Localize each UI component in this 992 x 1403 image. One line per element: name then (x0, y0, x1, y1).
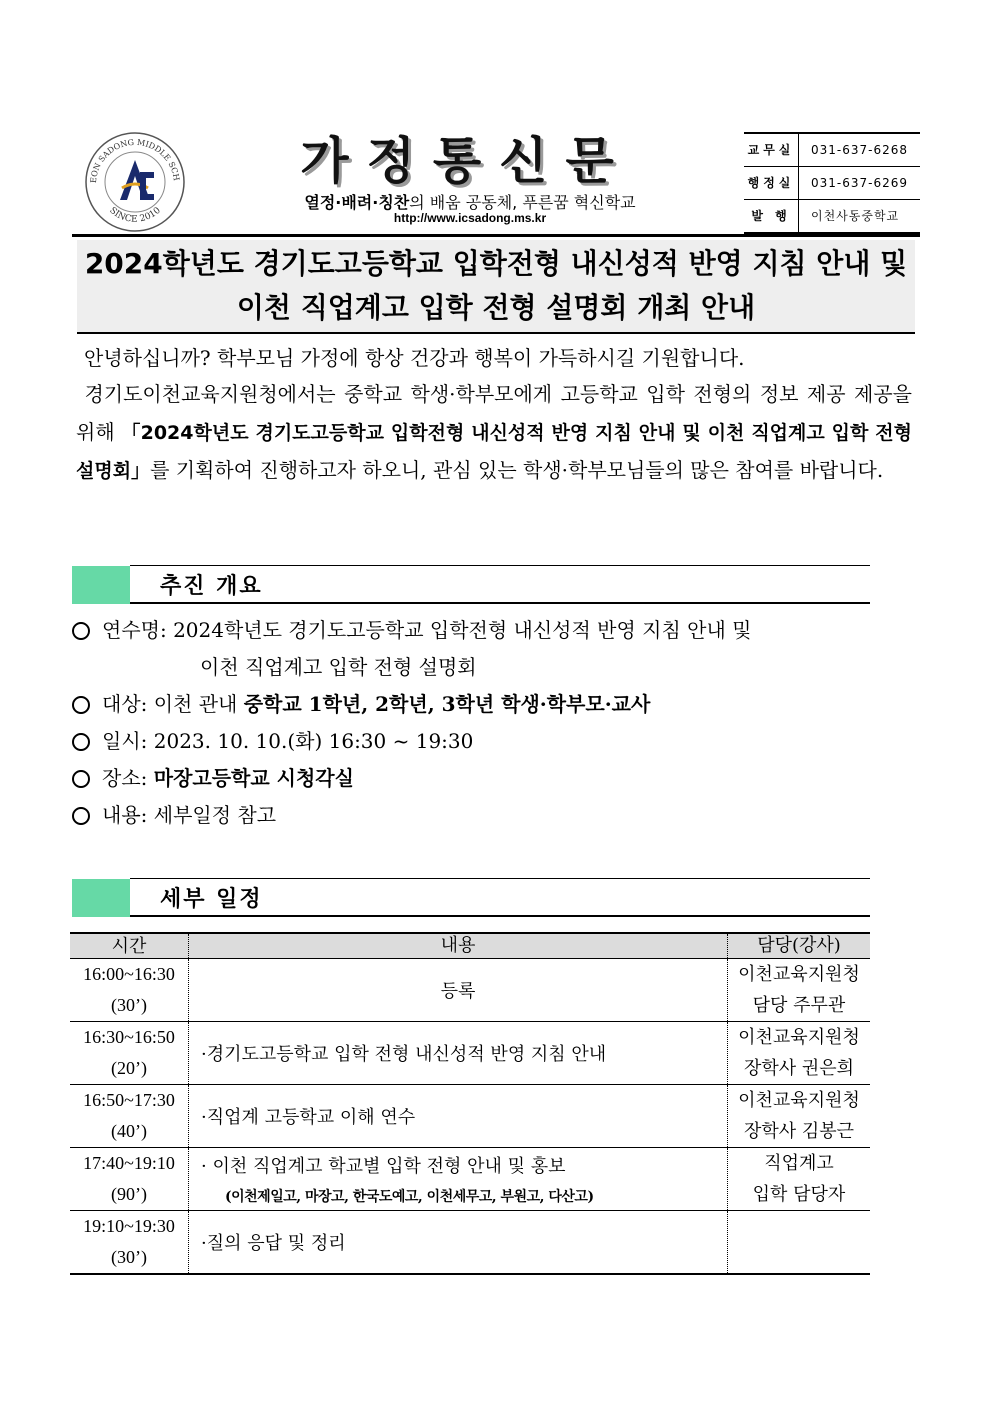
logo-text-bottom: SINCE 2010 (107, 205, 163, 225)
cell-time (70, 1022, 189, 1085)
col-header-content: 내용 (189, 933, 728, 959)
table-row (70, 1022, 870, 1085)
info-row-admin (744, 167, 920, 200)
person-org: 이천교육지원청 (738, 964, 860, 985)
item-label: 장소: (102, 766, 154, 790)
table-row (70, 1085, 870, 1148)
item-label: 연수명: (102, 618, 174, 642)
info-value: 031-637-6268 (811, 143, 909, 157)
motto-rest: 의 배움 공동체, 푸른꿈 혁신학교 (409, 193, 636, 212)
info-label: 교무실 (744, 134, 799, 166)
cell-time (70, 1148, 189, 1211)
time-range: 19:10~19:30 (83, 1216, 175, 1236)
item-label: 내용: (102, 803, 154, 827)
time-range: 16:30~16:50 (83, 1027, 175, 1047)
intro-body-strong: 「2024학년도 경기도고등학교 입학전형 내신성적 반영 지침 안내 및 이천 직업계고 입학 전형 설명회」 (76, 421, 912, 482)
circle-bullet-icon (72, 696, 90, 714)
table-header-row (70, 933, 870, 959)
cell-person (728, 959, 871, 1022)
section-marker-overview (72, 566, 130, 604)
info-row-publisher (744, 200, 920, 232)
cell-time (70, 959, 189, 1022)
circle-bullet-icon (72, 807, 90, 825)
person-name: 담당 주무관 (752, 995, 846, 1016)
person-org: 직업계고 (764, 1153, 834, 1174)
cell-content: ·경기도고등학교 입학 전형 내신성적 반영 지침 안내 (189, 1022, 728, 1085)
item-value: 마장고등학교 시청각실 (153, 766, 354, 790)
cell-time (70, 1211, 189, 1275)
cell-content: ·질의 응답 및 정리 (189, 1211, 728, 1275)
cell-person (728, 1085, 871, 1148)
overview-item-place (72, 760, 917, 797)
table-row (70, 1148, 870, 1211)
table-row (70, 1211, 870, 1275)
time-range: 17:40~19:10 (83, 1153, 175, 1173)
time-range: 16:50~17:30 (83, 1090, 175, 1110)
school-logo (82, 132, 188, 232)
item-value: 2023. 10. 10.(화) 16:30 ~ 19:30 (153, 729, 474, 753)
cell-content: 등록 (189, 959, 728, 1022)
intro-body-after: 를 기획하여 진행하고자 하오니, 관심 있는 학생·학부모님들의 많은 참여를 바랍니다. (150, 458, 884, 482)
info-label: 행정실 (744, 167, 799, 199)
cell-content: ·직업계 고등학교 이해 연수 (189, 1085, 728, 1148)
cell-content (189, 1148, 728, 1211)
cell-person (728, 1211, 871, 1275)
headline (77, 240, 915, 334)
intro-body-before: 경기도이천교육지원청에서는 중학교 학생·학부모에게 고등학교 입학 전형의 정보 제공 제공을 위해 (76, 382, 912, 444)
header-divider (72, 234, 920, 237)
person-org: 이천교육지원청 (738, 1090, 860, 1111)
person-name: 장학사 권은희 (743, 1058, 855, 1079)
duration: (30’) (111, 995, 147, 1015)
person-name: 장학사 김봉근 (743, 1121, 855, 1142)
circle-bullet-icon (72, 733, 90, 751)
duration: (90’) (111, 1184, 147, 1204)
overview-item-date (72, 723, 917, 760)
table-row (70, 959, 870, 1022)
duration: (40’) (111, 1121, 147, 1141)
intro-body (76, 376, 912, 491)
content-sub: (이천제일고, 마장고, 한국도예고, 이천세무고, 부원고, 다산고) (225, 1189, 594, 1205)
section-rule-bottom (130, 915, 870, 917)
circle-bullet-icon (72, 770, 90, 788)
info-value: 031-637-6269 (811, 176, 909, 190)
time-range: 16:00~16:30 (83, 964, 175, 984)
overview-item-name-cont: 이천 직업계고 입학 전형 설명회 (200, 655, 477, 679)
contact-info-table (744, 132, 920, 234)
school-motto (270, 190, 670, 213)
person-name: 입학 담당자 (752, 1184, 846, 1205)
headline-line2: 이천 직업계고 입학 전형 설명회 개최 안내 (236, 291, 756, 324)
item-value: 2024학년도 경기도고등학교 입학전형 내신성적 반영 지침 안내 및 (173, 618, 752, 642)
overview-item-name (72, 612, 917, 649)
col-header-person: 담당(강사) (728, 933, 871, 959)
section-marker-schedule (72, 879, 130, 917)
duration: (20’) (111, 1058, 147, 1078)
info-value: 이천사동중학교 (811, 209, 900, 223)
info-label: 발 행 (744, 200, 799, 232)
logo-text-top: EON SADONG MIDDLE SCH (88, 137, 181, 184)
intro-greeting: 안녕하십니까? 학부모님 가정에 항상 건강과 행복이 가득하시길 기원합니다. (84, 346, 745, 370)
person-org: 이천교육지원청 (738, 1027, 860, 1048)
section-rule-top (130, 878, 870, 879)
school-url[interactable]: http://www.icsadong.ms.kr (393, 211, 547, 225)
duration: (30’) (111, 1247, 147, 1267)
newsletter-title: 가정통신문 (300, 131, 632, 190)
headline-line1: 2024학년도 경기도고등학교 입학전형 내신성적 반영 지침 안내 및 (84, 247, 908, 280)
info-row-staff (744, 134, 920, 167)
cell-time (70, 1085, 189, 1148)
content-main: · 이천 직업계고 학교별 입학 전형 안내 및 홍보 (201, 1156, 566, 1177)
overview-item-content (72, 797, 917, 834)
section-title-overview: 추진 개요 (160, 573, 263, 599)
overview-item-target (72, 686, 917, 723)
cell-person (728, 1148, 871, 1211)
item-label: 일시: (102, 729, 154, 753)
schedule-table (70, 932, 870, 1275)
motto-strong: 열정·배려·칭찬 (304, 193, 410, 212)
section-rule-bottom (130, 602, 870, 604)
item-value: 중학교 1학년, 2학년, 3학년 학생·학부모·교사 (243, 692, 651, 716)
circle-bullet-icon (72, 622, 90, 640)
col-header-time: 시간 (70, 933, 189, 959)
section-title-schedule: 세부 일정 (160, 886, 263, 912)
item-label: 대상: 이천 관내 (102, 692, 244, 716)
section-rule-top (130, 565, 870, 566)
cell-person (728, 1022, 871, 1085)
item-value: 세부일정 참고 (153, 803, 277, 827)
